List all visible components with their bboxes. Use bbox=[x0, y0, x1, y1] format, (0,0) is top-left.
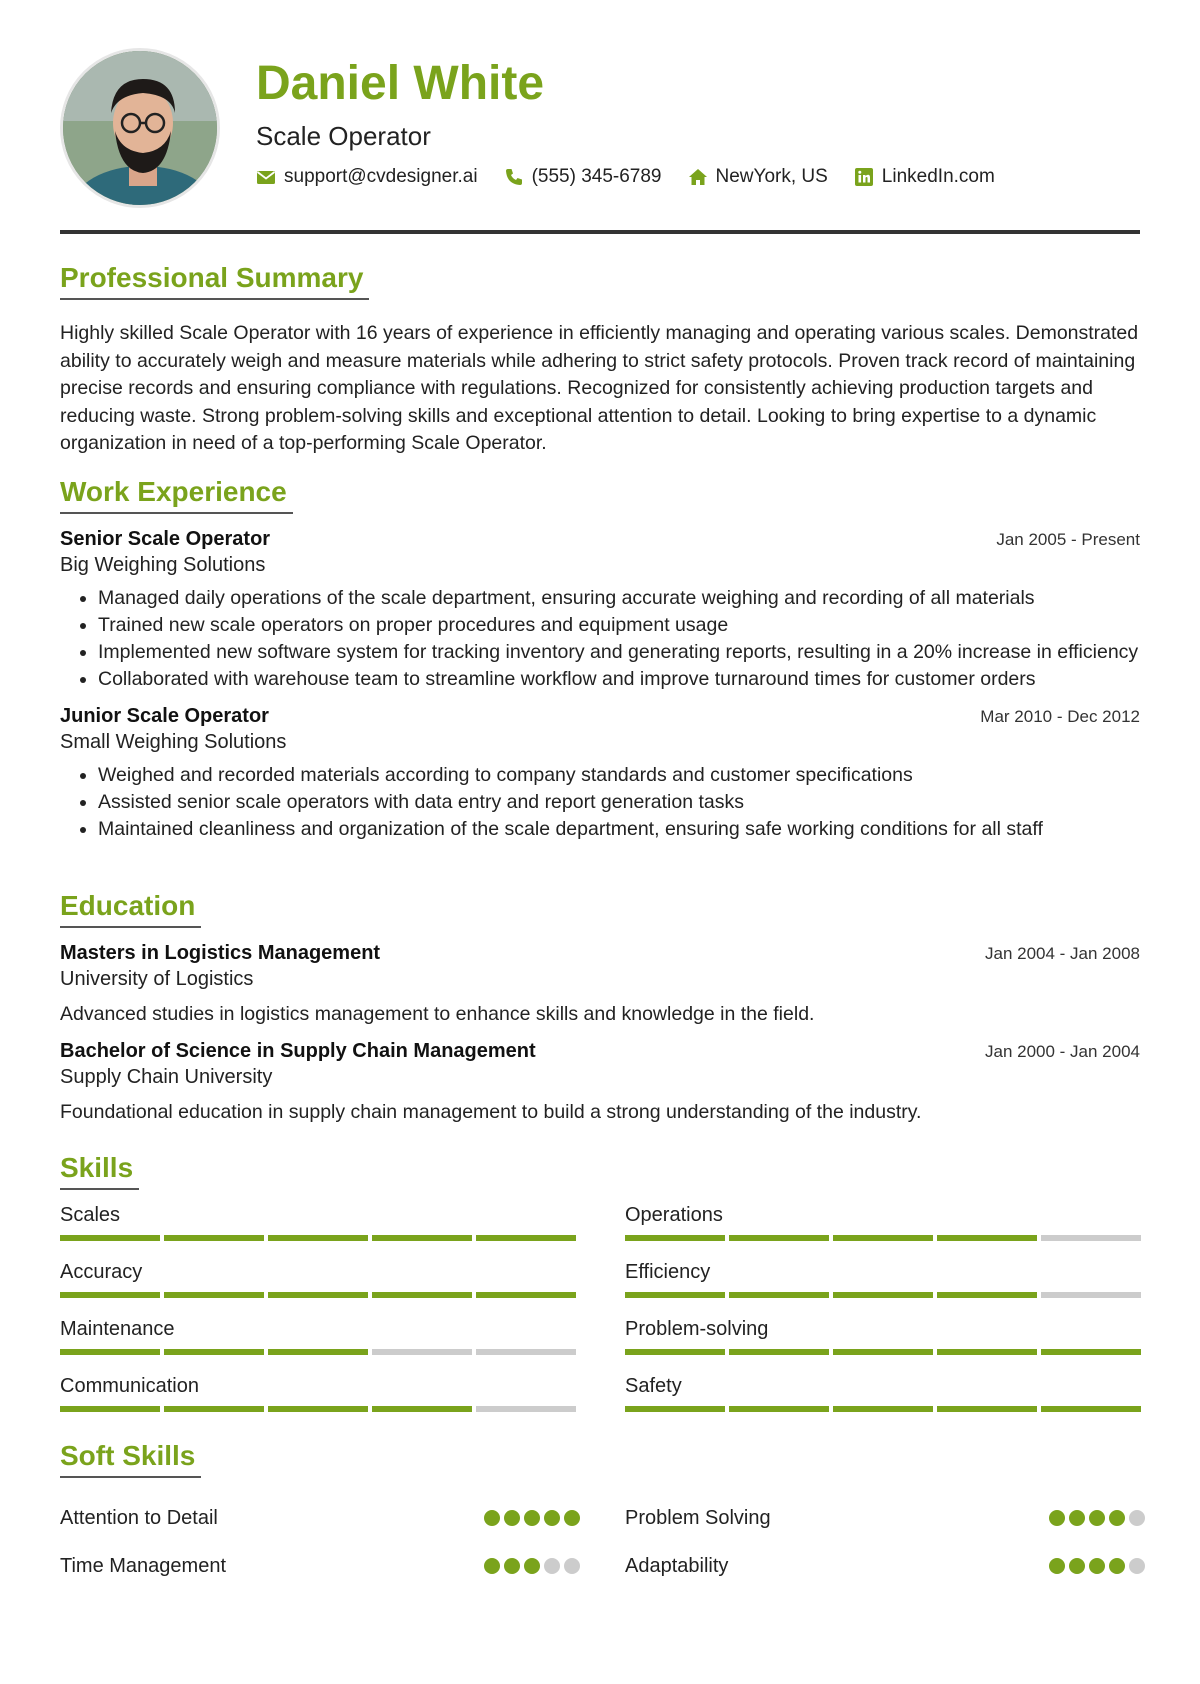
school-name: Supply Chain University bbox=[60, 1066, 273, 1088]
skill-level-segment bbox=[268, 1292, 368, 1298]
skill-level-segment bbox=[833, 1292, 933, 1298]
skill-level-segment bbox=[164, 1406, 264, 1412]
job-company: Small Weighing Solutions bbox=[60, 731, 287, 753]
rating-dot bbox=[1109, 1558, 1125, 1574]
job-dates: Jan 2005 - Present bbox=[996, 530, 1140, 549]
home-icon bbox=[688, 167, 708, 187]
school-name: University of Logistics bbox=[60, 968, 254, 990]
skills-grid bbox=[60, 1204, 1140, 1432]
linkedin-icon bbox=[854, 167, 874, 187]
job-entry bbox=[60, 705, 1140, 843]
resume-header bbox=[60, 0, 1140, 235]
rating-dot bbox=[524, 1510, 540, 1526]
skill-item bbox=[625, 1261, 1145, 1318]
list-item: • Maintained cleanliness and organization of the scale department, ensuring safe working conditions for all staff bbox=[98, 816, 1140, 843]
skill-level-segment bbox=[625, 1406, 725, 1412]
skill-level-segment bbox=[372, 1349, 472, 1355]
job-entry bbox=[60, 528, 1140, 693]
soft-skill-name: Attention to Detail bbox=[60, 1506, 218, 1529]
section-heading: Work Experience bbox=[60, 476, 293, 514]
email-text: support@cvdesigner.ai bbox=[284, 166, 478, 187]
rating-dot bbox=[1069, 1510, 1085, 1526]
job-bullets bbox=[60, 762, 1140, 843]
education-desc: Foundational education in supply chain management to build a strong understanding of the industry. bbox=[60, 1101, 922, 1123]
degree-title: Masters in Logistics Management bbox=[60, 942, 381, 964]
skill-level-segment bbox=[60, 1292, 160, 1298]
skill-level-bar bbox=[625, 1349, 1145, 1355]
skill-item bbox=[625, 1375, 1145, 1432]
soft-skill-item bbox=[625, 1494, 1145, 1542]
soft-skill-rating bbox=[1049, 1510, 1145, 1526]
skill-level-segment bbox=[833, 1349, 933, 1355]
section-heading: Skills bbox=[60, 1152, 139, 1190]
education-desc: Advanced studies in logistics management to enhance skills and knowledge in the field. bbox=[60, 1003, 815, 1025]
candidate-name: Daniel White bbox=[256, 57, 545, 110]
skill-level-segment bbox=[729, 1349, 829, 1355]
job-title: Junior Scale Operator bbox=[60, 705, 269, 727]
skill-level-segment bbox=[729, 1235, 829, 1241]
rating-dot bbox=[1089, 1558, 1105, 1574]
skill-level-segment bbox=[476, 1406, 576, 1412]
skill-level-bar bbox=[60, 1292, 580, 1298]
skill-name: Safety bbox=[625, 1375, 682, 1397]
skill-name: Problem-solving bbox=[625, 1318, 769, 1340]
skill-name: Communication bbox=[60, 1375, 199, 1397]
skill-level-segment bbox=[937, 1406, 1037, 1412]
skill-level-segment bbox=[476, 1349, 576, 1355]
skill-level-bar bbox=[625, 1235, 1145, 1241]
rating-dot bbox=[1129, 1558, 1145, 1574]
soft-skill-name: Adaptability bbox=[625, 1554, 729, 1577]
skill-level-segment bbox=[164, 1235, 264, 1241]
avatar-photo bbox=[63, 51, 220, 208]
rating-dot bbox=[564, 1510, 580, 1526]
skill-name: Maintenance bbox=[60, 1318, 175, 1340]
skill-name: Accuracy bbox=[60, 1261, 143, 1283]
education-dates: Jan 2004 - Jan 2008 bbox=[984, 944, 1140, 963]
skill-level-segment bbox=[1041, 1406, 1141, 1412]
education-section bbox=[60, 890, 1140, 1126]
skill-level-segment bbox=[937, 1349, 1037, 1355]
header-divider bbox=[60, 230, 1140, 234]
soft-skill-item bbox=[60, 1494, 580, 1542]
soft-skill-rating bbox=[484, 1510, 580, 1526]
list-item: • Managed daily operations of the scale department, ensuring accurate weighing and recording of all materials bbox=[98, 585, 1140, 612]
experience-section bbox=[60, 476, 1140, 843]
skill-item bbox=[60, 1204, 580, 1261]
location-text: NewYork, US bbox=[715, 166, 828, 187]
rating-dot bbox=[1049, 1510, 1065, 1526]
skill-item bbox=[60, 1375, 580, 1432]
contact-linkedin[interactable] bbox=[854, 166, 995, 188]
soft-skill-item bbox=[625, 1542, 1145, 1590]
education-dates: Jan 2000 - Jan 2004 bbox=[984, 1042, 1140, 1061]
job-bullets bbox=[60, 585, 1140, 693]
skill-level-segment bbox=[833, 1406, 933, 1412]
list-item: • Collaborated with warehouse team to streamline workflow and improve turnaround times for customer orders bbox=[98, 666, 1140, 693]
rating-dot bbox=[1129, 1510, 1145, 1526]
rating-dot bbox=[504, 1510, 520, 1526]
rating-dot bbox=[564, 1558, 580, 1574]
list-item: • Assisted senior scale operators with data entry and report generation tasks bbox=[98, 789, 1140, 816]
job-company: Big Weighing Solutions bbox=[60, 554, 266, 576]
skill-level-segment bbox=[1041, 1349, 1141, 1355]
job-dates: Mar 2010 - Dec 2012 bbox=[980, 707, 1140, 726]
skill-level-segment bbox=[1041, 1235, 1141, 1241]
rating-dot bbox=[1089, 1510, 1105, 1526]
contact-email[interactable] bbox=[256, 166, 478, 188]
rating-dot bbox=[504, 1558, 520, 1574]
skill-level-segment bbox=[164, 1292, 264, 1298]
skill-level-segment bbox=[268, 1235, 368, 1241]
skill-level-segment bbox=[60, 1349, 160, 1355]
soft-skills-grid bbox=[60, 1494, 1140, 1590]
skill-level-segment bbox=[937, 1292, 1037, 1298]
summary-section bbox=[60, 262, 1140, 458]
skill-level-segment bbox=[60, 1235, 160, 1241]
rating-dot bbox=[484, 1510, 500, 1526]
skill-level-segment bbox=[372, 1406, 472, 1412]
skill-level-segment bbox=[164, 1349, 264, 1355]
education-entry bbox=[60, 1040, 1140, 1126]
linkedin-text: LinkedIn.com bbox=[881, 166, 995, 187]
rating-dot bbox=[544, 1510, 560, 1526]
envelope-icon bbox=[256, 167, 276, 187]
education-entry bbox=[60, 942, 1140, 1028]
skill-level-segment bbox=[372, 1292, 472, 1298]
soft-skill-rating bbox=[484, 1558, 580, 1574]
phone-text: (555) 345-6789 bbox=[531, 166, 662, 187]
skill-level-segment bbox=[268, 1406, 368, 1412]
skill-level-bar bbox=[60, 1349, 580, 1355]
skill-level-segment bbox=[625, 1292, 725, 1298]
skill-name: Scales bbox=[60, 1204, 121, 1226]
phone-icon bbox=[504, 167, 524, 187]
skill-level-bar bbox=[60, 1235, 580, 1241]
section-heading: Soft Skills bbox=[60, 1440, 201, 1478]
list-item: • Implemented new software system for tracking inventory and generating reports, resulting in a 20% increase in efficiency bbox=[98, 639, 1140, 666]
job-title: Senior Scale Operator bbox=[60, 528, 271, 550]
list-item: • Weighed and recorded materials according to company standards and customer specifications bbox=[98, 762, 1140, 789]
rating-dot bbox=[1069, 1558, 1085, 1574]
rating-dot bbox=[484, 1558, 500, 1574]
rating-dot bbox=[524, 1558, 540, 1574]
skill-level-segment bbox=[625, 1235, 725, 1241]
skill-item bbox=[60, 1318, 580, 1375]
skill-level-segment bbox=[833, 1235, 933, 1241]
skill-level-segment bbox=[476, 1235, 576, 1241]
soft-skill-name: Problem Solving bbox=[625, 1506, 771, 1529]
skill-level-segment bbox=[625, 1349, 725, 1355]
rating-dot bbox=[544, 1558, 560, 1574]
soft-skill-rating bbox=[1049, 1558, 1145, 1574]
skill-item bbox=[625, 1318, 1145, 1375]
section-heading: Education bbox=[60, 890, 201, 928]
skill-level-segment bbox=[60, 1406, 160, 1412]
skill-level-segment bbox=[729, 1292, 829, 1298]
skill-level-bar bbox=[625, 1292, 1145, 1298]
soft-skill-name: Time Management bbox=[60, 1554, 226, 1577]
degree-title: Bachelor of Science in Supply Chain Management bbox=[60, 1040, 536, 1062]
rating-dot bbox=[1049, 1558, 1065, 1574]
skill-level-segment bbox=[937, 1235, 1037, 1241]
contact-phone[interactable] bbox=[504, 166, 662, 188]
summary-text: Highly skilled Scale Operator with 16 years of experience in efficiently managing and operating various scales. Demonstrated ability to accurately weigh and measure materials while adhering to strict safety protocols. Proven track record of maintaining precise records and ensuring compliance with regulations. Recognized for consistently achieving production targets and reducing waste. Strong problem-solving skills and exceptional attention to detail. Looking to bring expertise to a dynamic organization in need of a top-performing Scale Operator. bbox=[60, 322, 1139, 454]
skill-level-segment bbox=[729, 1406, 829, 1412]
skills-section bbox=[60, 1152, 1140, 1432]
list-item: • Trained new scale operators on proper procedures and equipment usage bbox=[98, 612, 1140, 639]
candidate-title: Scale Operator bbox=[256, 121, 431, 151]
section-heading: Professional Summary bbox=[60, 262, 369, 300]
skill-level-bar bbox=[60, 1406, 580, 1412]
soft-skill-item bbox=[60, 1542, 580, 1590]
skill-name: Operations bbox=[625, 1204, 723, 1226]
skill-level-segment bbox=[1041, 1292, 1141, 1298]
skill-item bbox=[60, 1261, 580, 1318]
avatar bbox=[60, 48, 220, 208]
skill-name: Efficiency bbox=[625, 1261, 711, 1283]
skill-level-segment bbox=[476, 1292, 576, 1298]
skill-level-segment bbox=[372, 1235, 472, 1241]
contact-row bbox=[256, 166, 995, 188]
skill-level-segment bbox=[268, 1349, 368, 1355]
skill-item bbox=[625, 1204, 1145, 1261]
contact-location bbox=[688, 166, 828, 188]
rating-dot bbox=[1109, 1510, 1125, 1526]
skill-level-bar bbox=[625, 1406, 1145, 1412]
soft-skills-section bbox=[60, 1440, 1140, 1590]
